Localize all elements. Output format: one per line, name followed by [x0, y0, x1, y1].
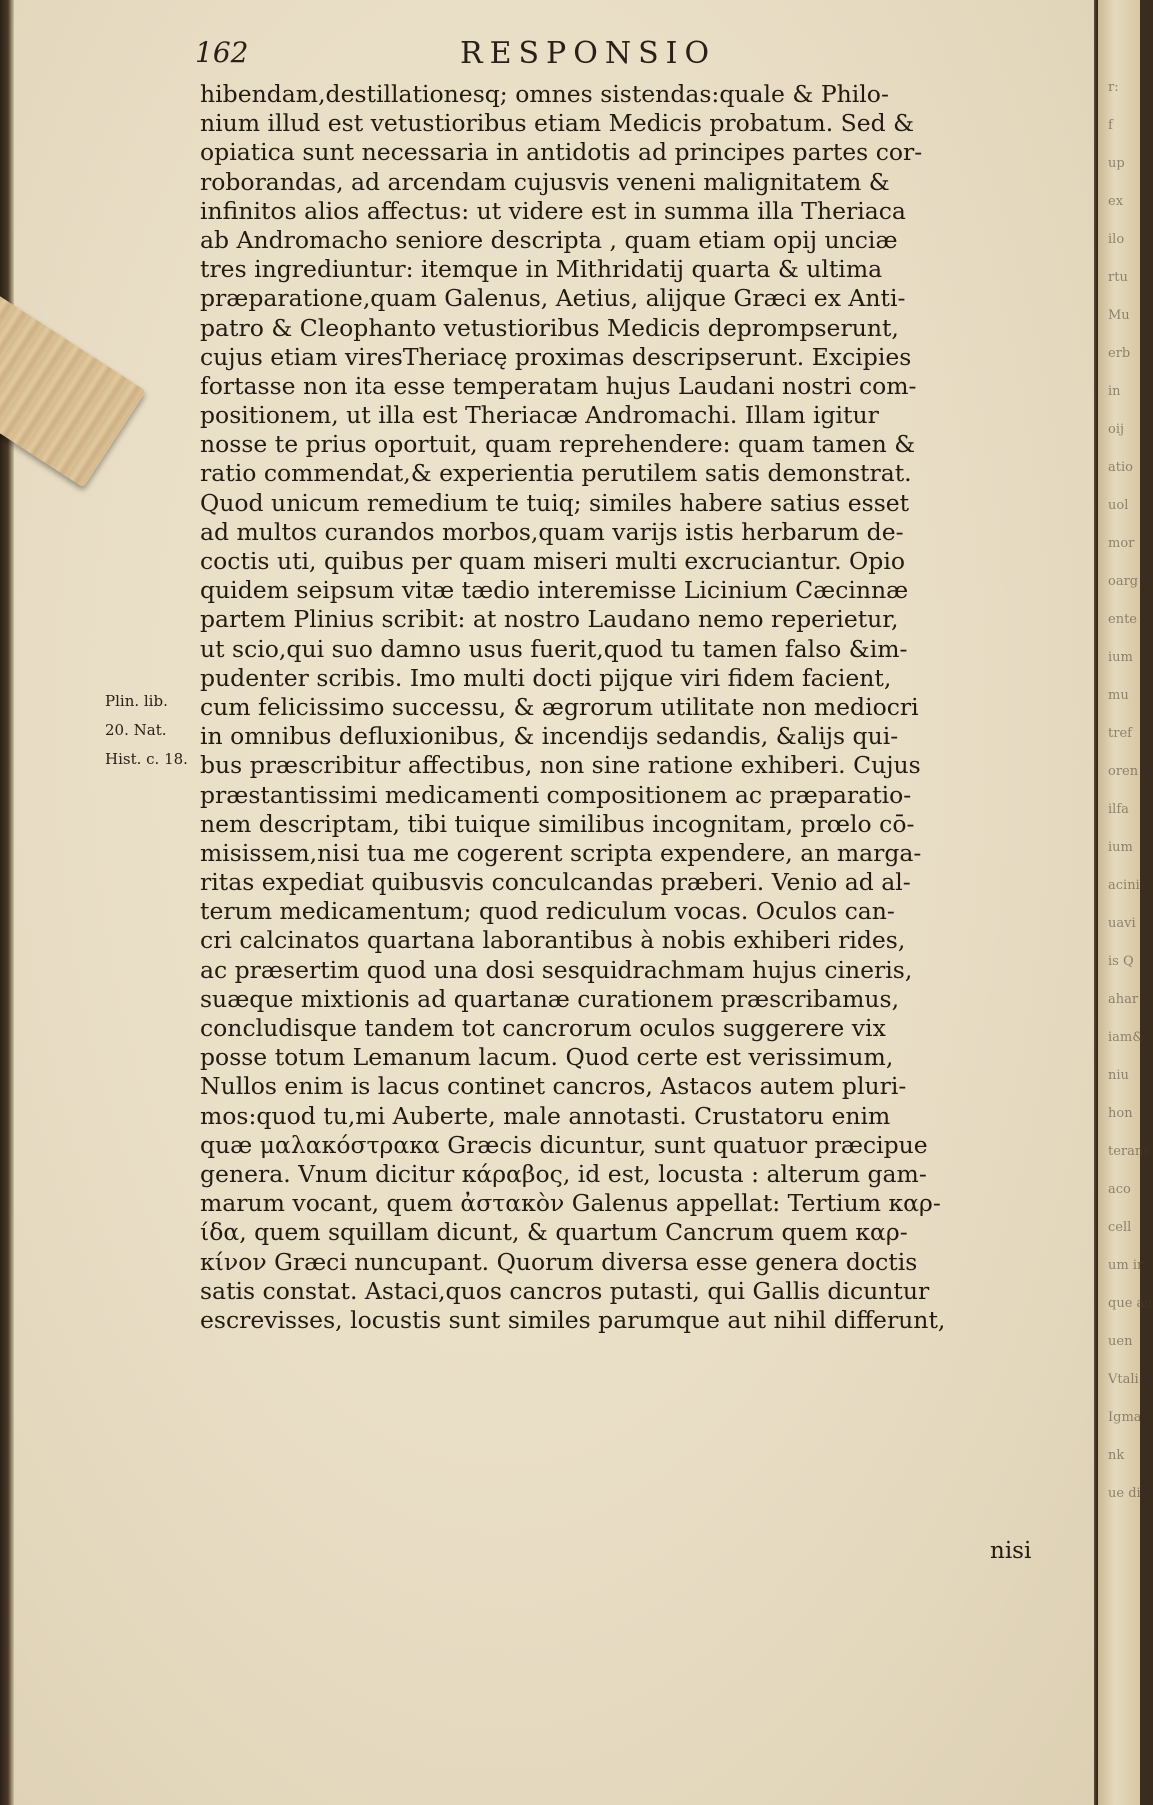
text-line: mos:quod tu,mi Auberte, male annotasti. Crustatoru enim	[200, 1101, 891, 1130]
facing-page-fragment: ium	[1108, 650, 1133, 665]
facing-page-fragment: is Q	[1108, 954, 1134, 969]
catchword: nisi	[990, 1538, 1032, 1564]
text-line: partem Plinius scribit: at nostro Laudano nemo reperietur,	[200, 605, 899, 634]
facing-page-fragment: hon	[1108, 1106, 1133, 1121]
facing-page-fragment: mu	[1108, 688, 1129, 703]
text-line: tres ingrediuntur: itemque in Mithridatij quarta & ultima	[200, 255, 883, 284]
text-line: cujus etiam viresTheriacę proximas descripserunt. Excipies	[200, 342, 912, 371]
facing-page-fragment: oij	[1108, 422, 1125, 437]
facing-page-fragment: ahar	[1108, 992, 1139, 1007]
facing-page-fragment: um ir	[1108, 1258, 1144, 1273]
facing-page-fragment: rtu	[1108, 270, 1128, 285]
facing-page-fragment: nk	[1108, 1448, 1125, 1463]
text-line: ut scio,qui suo damno usus fuerit,quod tu tamen falso &im-	[200, 634, 908, 663]
text-line: roborandas, ad arcendam cujusvis veneni malignitatem &	[200, 167, 890, 196]
facing-page-fragment: uavi	[1108, 916, 1136, 931]
facing-page-fragment: ex	[1108, 194, 1124, 209]
marginal-note-line: Hist. c. 18.	[105, 750, 188, 769]
text-line: nem descriptam, tibi tuique similibus incognitam, prœlo cō-	[200, 809, 915, 838]
facing-page-fragment: up	[1108, 156, 1125, 171]
facing-page-fragment: cell	[1108, 1220, 1132, 1235]
text-line: præparatione,quam Galenus, Aetius, alijque Græci ex Anti-	[200, 284, 906, 313]
facing-page-fragment: uen	[1108, 1334, 1133, 1349]
text-line: escrevisses, locustis sunt similes parumque aut nihil differunt,	[200, 1305, 946, 1334]
facing-page-fragment: acini	[1108, 878, 1140, 893]
facing-page-fragment: que au	[1108, 1296, 1153, 1311]
text-line: ratio commendat,& experientia perutilem satis demonstrat.	[200, 459, 912, 488]
text-line: posse totum Lemanum lacum. Quod certe est verissimum,	[200, 1043, 894, 1072]
text-line: ac præsertim quod una dosi sesquidrachmam hujus cineris,	[200, 955, 913, 984]
text-line: bus præscribitur affectibus, non sine ratione exhiberi. Cujus	[200, 751, 921, 780]
facing-page-fragment: ilfa	[1108, 802, 1129, 817]
text-line: ίδα, quem squillam dicunt, & quartum Cancrum quem καρ-	[200, 1218, 908, 1247]
facing-page-fragment: mor	[1108, 536, 1135, 551]
facing-page-fragment: terans	[1108, 1144, 1150, 1159]
page-number: 162	[195, 36, 249, 69]
page-header	[195, 36, 1035, 76]
text-line: concludisque tandem tot cancrorum oculos suggerere vix	[200, 1014, 886, 1042]
text-line: ad multos curandos morbos,quam varijs istis herbarum de-	[200, 517, 904, 546]
text-line: positionem, ut illa est Theriacæ Andromachi. Illam igitur	[200, 401, 879, 430]
facing-page-fragment: erb	[1108, 346, 1131, 361]
facing-page-fragment: in	[1108, 384, 1121, 399]
text-line: hibendam,destillationesq; omnes sistendas:quale & Philo-	[200, 80, 889, 108]
facing-page-fragment: ue di	[1108, 1486, 1141, 1501]
text-line: coctis uti, quibus per quam miseri multi excruciantur. Opio	[200, 547, 905, 575]
facing-page-fragment: uol	[1108, 498, 1129, 513]
text-line: infinitos alios affectus: ut videre est in summa illa Theriaca	[200, 196, 906, 225]
facing-page-fragment: oren	[1108, 764, 1139, 779]
marginal-note-line: Plin. lib.	[105, 692, 168, 710]
facing-page-fragment: atio	[1108, 460, 1133, 475]
marginal-note	[105, 687, 200, 775]
text-line: misissem,nisi tua me cogerent scripta expendere, an marga-	[200, 838, 922, 867]
facing-page-fragment: Vtali	[1108, 1372, 1139, 1387]
text-line: ab Andromacho seniore descripta , quam etiam opij unciæ	[200, 225, 898, 254]
text-line: ritas expediat quibusvis conculcandas præberi. Venio ad al-	[200, 868, 911, 897]
text-line: patro & Cleophanto vetustioribus Medicis deprompserunt,	[200, 313, 899, 342]
text-line: suæque mixtionis ad quartanæ curationem præscribamus,	[200, 984, 900, 1013]
facing-page-fragment: Mu	[1108, 308, 1130, 323]
facing-page-fragment: Igma	[1108, 1410, 1142, 1425]
facing-page-fragment: oarg	[1108, 574, 1139, 589]
text-line: opiatica sunt necessaria in antidotis ad principes partes cor-	[200, 138, 923, 167]
marginal-note-line: 20. Nat.	[105, 721, 167, 740]
text-line: cri calcinatos quartana laborantibus à nobis exhiberi rides,	[200, 926, 906, 955]
body-text	[200, 80, 1045, 1335]
text-line: satis constat. Astaci,quos cancros putasti, qui Gallis dicuntur	[200, 1276, 930, 1305]
facing-page-fragment: r:	[1108, 80, 1119, 95]
text-line: cum felicissimo successu, & ægrorum utilitate non mediocri	[200, 692, 919, 721]
text-line: nium illud est vetustioribus etiam Medicis probatum. Sed &	[200, 109, 915, 138]
text-line: quidem seipsum vitæ tædio interemisse Licinium Cæcinnæ	[200, 576, 909, 605]
text-line: fortasse non ita esse temperatam hujus Laudani nostri com-	[200, 371, 917, 400]
text-line: genera. Vnum dicitur κάραβος, id est, locusta : alterum gam-	[200, 1159, 927, 1188]
text-line: quæ μαλακόστρακα Græcis dicuntur, sunt quatuor præcipue	[200, 1130, 928, 1159]
facing-page-fragment: ente	[1108, 612, 1137, 627]
text-line: κίνον Græci nuncupant. Quorum diversa esse genera doctis	[200, 1247, 918, 1276]
facing-page-fragment: ium	[1108, 840, 1133, 855]
text-line: Quod unicum remedium te tuiq; similes habere satius esset	[200, 488, 910, 517]
running-title: RESPONSIO	[460, 36, 717, 71]
facing-page-fragment: niu	[1108, 1068, 1129, 1083]
facing-page-fragment: ilo	[1108, 232, 1125, 247]
facing-page-fragment: f	[1108, 118, 1113, 133]
text-line: præstantissimi medicamenti compositionem ac præparatio-	[200, 780, 912, 809]
text-line: marum vocant, quem ἀστακὸν Galenus appellat: Tertium καρ-	[200, 1189, 941, 1218]
facing-page-fragment: aco	[1108, 1182, 1131, 1197]
text-line: Nullos enim is lacus continet cancros, Astacos autem pluri-	[200, 1072, 907, 1101]
facing-page-fragment: tref	[1108, 726, 1132, 741]
text-line: terum medicamentum; quod rediculum vocas. Oculos can-	[200, 897, 895, 926]
text-line: in omnibus defluxionibus, & incendijs sedandis, &alijs qui-	[200, 722, 899, 751]
text-line: nosse te prius oportuit, quam reprehendere: quam tamen &	[200, 430, 916, 459]
text-line: pudenter scribis. Imo multi docti pijque viri fidem facient,	[200, 663, 892, 692]
facing-page-fragment: iam&	[1108, 1030, 1144, 1045]
